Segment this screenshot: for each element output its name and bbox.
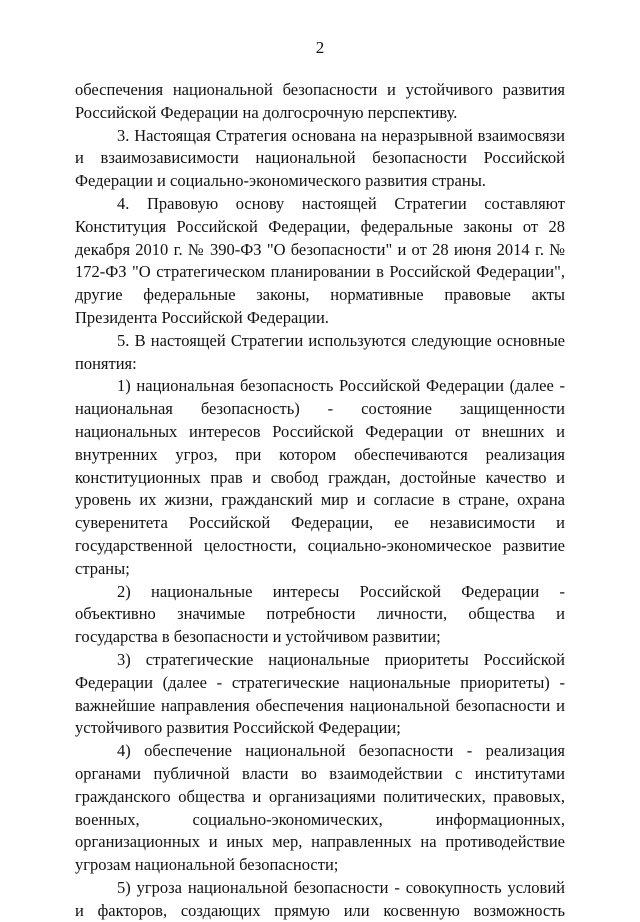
definition-5: 5) угроза национальной безопасности - совокупность условий и факторов, создающих прямую или косвенную возможность bbox=[75, 877, 565, 920]
paragraph-item-4: 4. Правовую основу настоящей Стратегии составляют Конституция Российской Федерации, федеральные законы от 28 декабря 2010 г. № 390-ФЗ "О безопасности" и от 28 июня 2014 г. № 172-ФЗ "О стратегическом планировании в Российской Федерации", другие федеральные законы, нормативные правовые акты Президента Российской Федерации. bbox=[75, 193, 565, 327]
definition-1: 1) национальная безопасность Российской Федерации (далее - национальная безопасность) - состояние защищенности национальных интересов Российской Федерации от внешних и внутренних угроз, при котором обеспечиваются реализация конституционных прав и свобод граждан, достойные качество и уровень их жизни, гражданский мир и согласие в стране, охрана суверенитета Российской Федерации, ее независимости и государственной целостности, социально-экономическое развитие страны; bbox=[75, 376, 565, 578]
definition-3: 3) стратегические национальные приоритеты Российской Федерации (далее - стратегические национальные приоритеты) - важнейшие направления обеспечения национальной безопасности и устойчивого развития Российской Федерации; bbox=[75, 649, 565, 738]
definition-4: 4) обеспечение национальной безопасности - реализация органами публичной власти во взаимодействии с институтами гражданского общества и организациями политических, правовых, военных, социально-экономических, информационных, организационных и иных мер, направленных на противодействие угрозам национальной безопасности; bbox=[75, 741, 565, 875]
paragraph-continuation: обеспечения национальной безопасности и устойчивого развития Российской Федерации на долгосрочную перспективу. bbox=[75, 80, 565, 122]
page-number: 2 bbox=[315, 38, 325, 57]
paragraph-item-3: 3. Настоящая Стратегия основана на неразрывной взаимосвязи и взаимозависимости национальной безопасности Российской Федерации и социально-экономического развития страны. bbox=[75, 125, 565, 191]
paragraph-item-5: 5. В настоящей Стратегии используются следующие основные понятия: bbox=[75, 330, 565, 373]
definition-2: 2) национальные интересы Российской Федерации - объективно значимые потребности личности, общества и государства в безопасности и устойчивом развитии; bbox=[75, 581, 565, 647]
document-body bbox=[75, 79, 565, 922]
